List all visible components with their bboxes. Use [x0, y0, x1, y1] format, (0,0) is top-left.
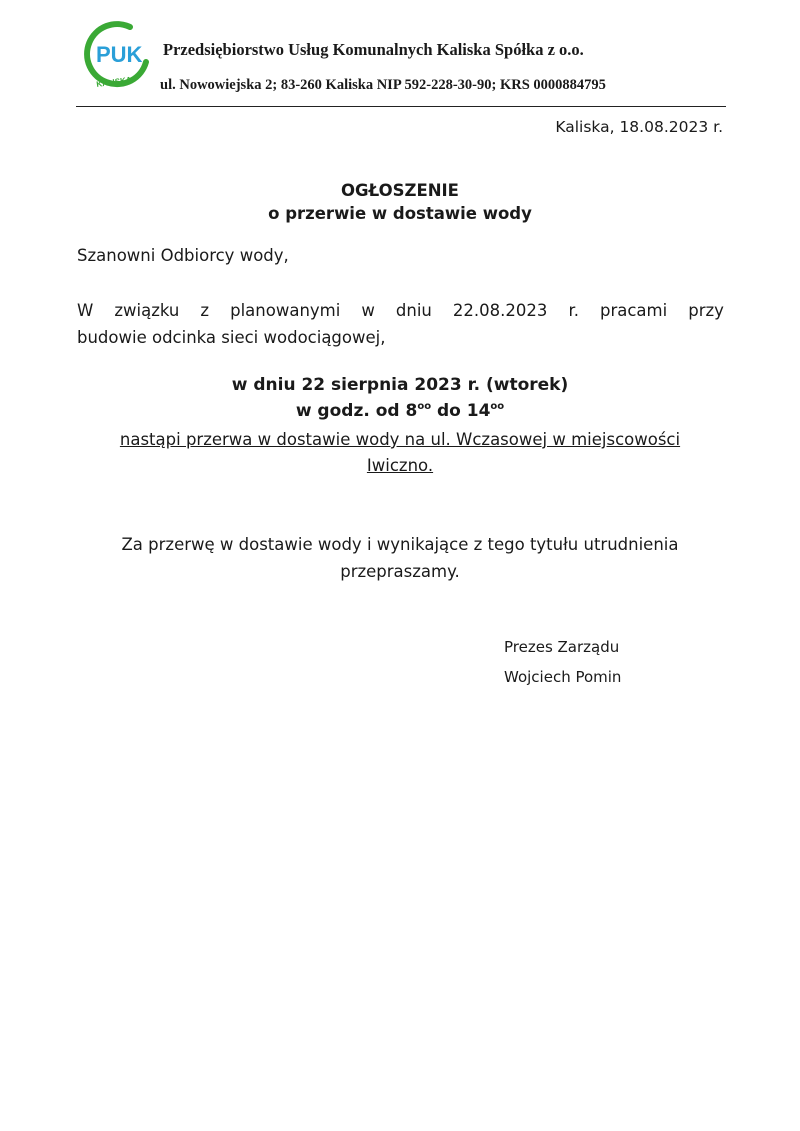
- time-middle: do 14: [431, 401, 491, 421]
- greeting: Szanowni Odbiorcy wody,: [77, 246, 289, 265]
- announcement-subtitle: o przerwie w dostawie wody: [268, 204, 532, 223]
- time-prefix: w godz. od 8: [295, 401, 418, 421]
- outage-time: [0, 401, 800, 421]
- time-start-minutes: oo: [417, 401, 432, 412]
- logo-main-text: PUK: [96, 42, 143, 67]
- intro-line-1: [77, 297, 724, 324]
- time-end-minutes: oo: [490, 401, 505, 412]
- signature-name: Wojciech Pomin: [504, 668, 622, 686]
- apology-line-1: Za przerwę w dostawie wody i wynikające z tego tytułu utrudnienia: [121, 535, 679, 554]
- intro-word: z: [200, 301, 210, 320]
- intro-word: związku: [114, 301, 180, 320]
- place-date: Kaliska, 18.08.2023 r.: [555, 118, 723, 136]
- intro-line-2: budowie odcinka sieci wodociągowej,: [77, 328, 386, 347]
- intro-word: w: [361, 301, 375, 320]
- logo-sub-text: KALISKA: [95, 75, 133, 90]
- apology-line-2: przepraszamy.: [340, 562, 460, 581]
- intro-word: przy: [688, 301, 724, 320]
- intro-word: dniu: [395, 301, 432, 320]
- intro-word: pracami: [599, 301, 668, 320]
- company-name: Przedsiębiorstwo Usług Komunalnych Kaliska Spółka z o.o.: [163, 40, 584, 59]
- company-address: ul. Nowowiejska 2; 83-260 Kaliska NIP 592-228-30-90; KRS 0000884795: [160, 77, 606, 93]
- outage-date: w dniu 22 sierpnia 2023 r. (wtorek): [231, 375, 569, 395]
- company-logo: [80, 18, 156, 94]
- intro-word: W: [77, 301, 94, 320]
- signature-title: Prezes Zarządu: [504, 638, 620, 656]
- notice-line-2: Iwiczno.: [366, 456, 434, 475]
- header-divider: [76, 106, 726, 107]
- puk-logo-graphic: [80, 18, 156, 94]
- announcement-title: OGŁOSZENIE: [341, 181, 459, 200]
- intro-word: 22.08.2023: [452, 301, 548, 320]
- intro-paragraph: [77, 297, 724, 351]
- notice-line-1: nastąpi przerwa w dostawie wody na ul. Wczasowej w miejscowości: [119, 430, 681, 449]
- intro-word: planowanymi: [230, 301, 341, 320]
- intro-word: r.: [568, 301, 579, 320]
